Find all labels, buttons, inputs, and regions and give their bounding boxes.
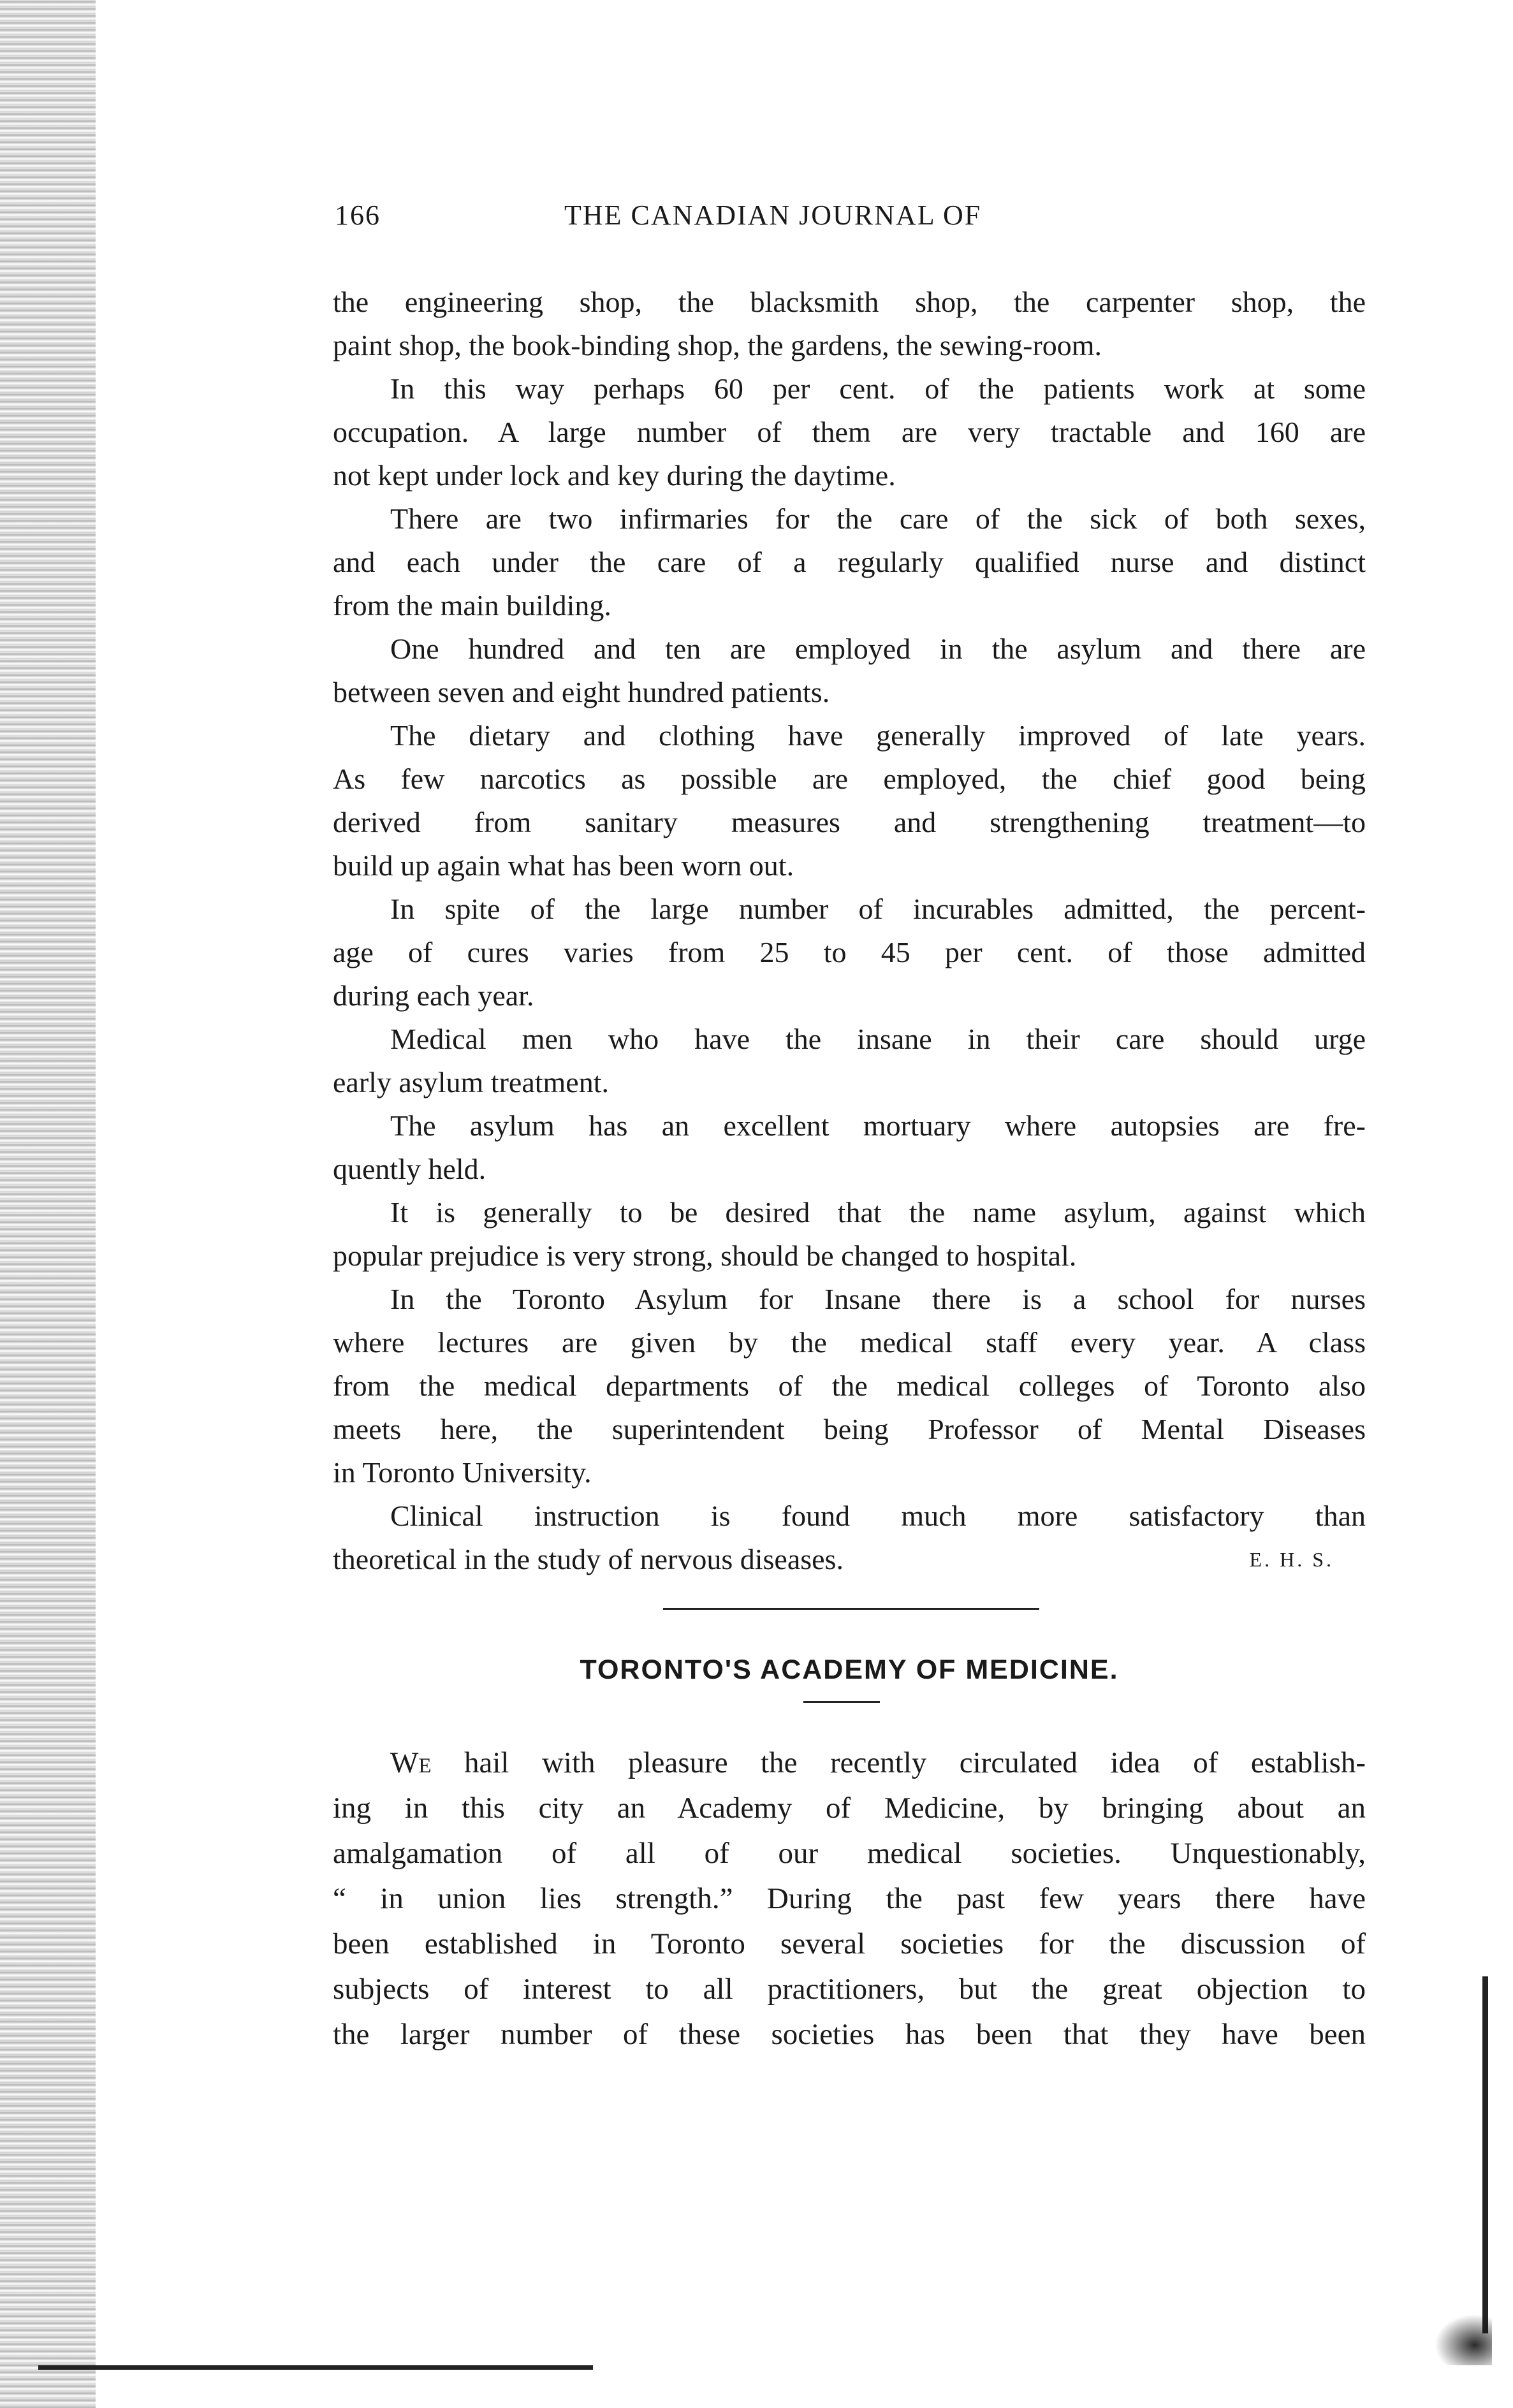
text-line: subjects of interest to all practitioners, but the great objection to bbox=[333, 1973, 1366, 2006]
text-line bbox=[333, 1740, 1366, 1786]
ink-smudge bbox=[1435, 2314, 1492, 2365]
author-initials: E. H. S. bbox=[1249, 1548, 1334, 1571]
text-line: from the main building. bbox=[333, 589, 611, 622]
text-line: The dietary and clothing have generally improved of late years. bbox=[390, 719, 1366, 752]
text-line: where lectures are given by the medical staff every year. A class bbox=[333, 1326, 1366, 1359]
page-header bbox=[335, 199, 1368, 244]
first-line-text: hail with pleasure the recently circulated idea of establish- bbox=[464, 1746, 1366, 1779]
section-divider bbox=[663, 1608, 1039, 1610]
text-line: age of cures varies from 25 to 45 per cent. of those admitted bbox=[333, 936, 1366, 968]
text-line: meets here, the superintendent being Professor of Mental Diseases bbox=[333, 1413, 1366, 1445]
text-line: between seven and eight hundred patients. bbox=[333, 676, 830, 708]
running-title: THE CANADIAN JOURNAL OF bbox=[564, 200, 982, 231]
text-line: The asylum has an excellent mortuary where autopsies are fre- bbox=[390, 1109, 1366, 1142]
text-line: during each year. bbox=[333, 979, 534, 1012]
bottom-edge-rule bbox=[38, 2365, 593, 2370]
title-rule bbox=[803, 1701, 880, 1703]
page-binding-edge bbox=[0, 0, 96, 2408]
text-line: in Toronto University. bbox=[333, 1456, 592, 1489]
section-body bbox=[333, 1740, 1366, 2057]
text-line: “ in union lies strength.” During the past few years there have bbox=[333, 1882, 1366, 1915]
text-line: Medical men who have the insane in their care should urge bbox=[390, 1023, 1366, 1055]
text-line: quently held. bbox=[333, 1153, 486, 1185]
text-line: build up again what has been worn out. bbox=[333, 849, 794, 882]
text-line: amalgamation of all of our medical societies. Unquestionably, bbox=[333, 1837, 1366, 1870]
text-line: ing in this city an Academy of Medicine, by bringing about an bbox=[333, 1791, 1366, 1825]
signature-line bbox=[333, 1538, 1366, 1581]
text-line: theoretical in the study of nervous diseases. bbox=[333, 1543, 844, 1575]
text-line: been established in Toronto several societies for the discussion of bbox=[333, 1927, 1366, 1960]
text-line: popular prejudice is very strong, should be changed to hospital. bbox=[333, 1239, 1077, 1272]
text-line: There are two infirmaries for the care of the sick of both sexes, bbox=[390, 502, 1366, 535]
text-line: not kept under lock and key during the daytime. bbox=[333, 459, 896, 492]
text-line: In the Toronto Asylum for Insane there is a school for nurses bbox=[390, 1283, 1366, 1315]
text-line: In this way perhaps 60 per cent. of the patients work at some bbox=[390, 372, 1366, 405]
text-line: It is generally to be desired that the name asylum, against which bbox=[390, 1196, 1366, 1229]
text-line: and each under the care of a regularly qualified nurse and distinct bbox=[333, 546, 1366, 578]
text-line: paint shop, the book-binding shop, the gardens, the sewing-room. bbox=[333, 329, 1102, 361]
text-line: the larger number of these societies has been that they have been bbox=[333, 2018, 1366, 2051]
text-line: occupation. A large number of them are very tractable and 160 are bbox=[333, 416, 1366, 448]
section-title: TORONTO'S ACADEMY OF MEDICINE. bbox=[580, 1654, 1119, 1685]
text-line: As few narcotics as possible are employed, the chief good being bbox=[333, 763, 1366, 795]
text-line: One hundred and ten are employed in the asylum and there are bbox=[390, 632, 1366, 665]
text-line: early asylum treatment. bbox=[333, 1066, 610, 1098]
text-line: Clinical instruction is found much more satisfactory than bbox=[390, 1500, 1366, 1532]
text-line: the engineering shop, the blacksmith shop, the carpenter shop, the bbox=[333, 286, 1366, 318]
text-line: from the medical departments of the medical colleges of Toronto also bbox=[333, 1369, 1366, 1402]
drop-word: We bbox=[390, 1746, 432, 1779]
article-body bbox=[333, 281, 1366, 1581]
text-line: derived from sanitary measures and strengthening treatment—to bbox=[333, 806, 1366, 838]
page-number: 166 bbox=[335, 200, 381, 231]
margin-bracket bbox=[1482, 1976, 1488, 2333]
text-line: In spite of the large number of incurables admitted, the percent- bbox=[390, 893, 1366, 925]
